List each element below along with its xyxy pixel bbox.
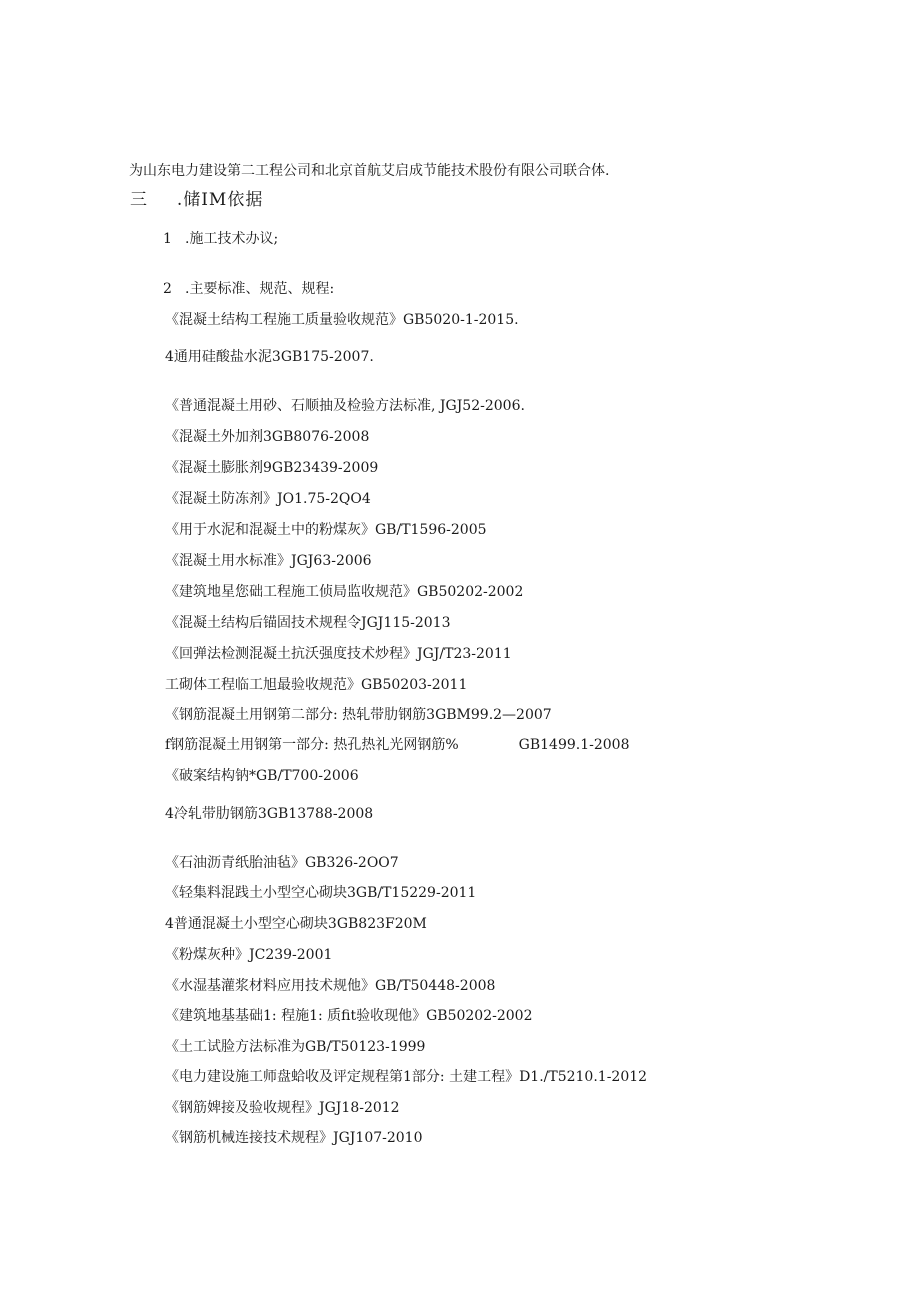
standard-code: GB1499.1-2008 (518, 737, 630, 753)
list-item (163, 230, 278, 248)
standard-item: 《粉煤灰种》JC239-2001 (165, 947, 333, 963)
standard-item: 《石油沥青纸胎油毡》GB326-2OO7 (165, 855, 399, 871)
standard-item: 《混凝土结构后锚固技术规程令JGJ115-2013 (165, 615, 451, 631)
standard-item: 《混凝土防冻剂》JO1.75-2QO4 (165, 491, 371, 507)
standard-item: 《用于水泥和混凝土中的粉煤灰》GB/T1596-2005 (165, 522, 487, 538)
list-item-number: 1 (163, 231, 172, 247)
standard-item: 《建筑地星您础工程施工侦局监收规范》GB50202-2002 (165, 584, 524, 600)
list-item-text: .主要标准、规范、规程: (185, 281, 335, 297)
standard-item: 《钢筋婢接及验收规程》JGJ18-2012 (165, 1100, 400, 1116)
standard-item: 《电力建设施工师盘蛤收及评定规程第1部分: 土建工程》D1./T5210.1-2012 (165, 1069, 648, 1085)
standard-item (165, 736, 629, 754)
standard-item: 《混凝土外加剂3GB8076-2008 (165, 429, 370, 445)
standard-item: 《钢筋机械连接技术规程》JGJ107-2010 (165, 1130, 423, 1146)
standard-item: 《普通混凝土用砂、石顺抽及检验方法标准, JGJ52-2006. (165, 398, 525, 414)
standard-item: 4普通混凝土小型空心砌块3GB823F20M (165, 916, 427, 932)
standard-item: 《混凝土结构工程施工质量验收规范》GB5020-1-2015. (165, 312, 519, 328)
standard-item: 4冷轧带肋钢筋3GB13788-2008 (165, 806, 374, 822)
list-item-number: 2 (163, 281, 172, 297)
list-item-text: .施工技术办议; (185, 231, 279, 247)
intro-paragraph: 为山东电力建设第二工程公司和北京首航艾启成节能技术股份有限公司联合体. (129, 163, 610, 179)
standard-item: 《混凝土用水标准》JGJ63-2006 (165, 553, 372, 569)
standard-item: 《回弹法检测混凝土抗沃强度技术炒程》JGJ/T23-2011 (165, 646, 512, 662)
section-heading (130, 190, 263, 210)
standard-item: 《轻集料混践土小型空心砌块3GB/T15229-2011 (165, 885, 477, 901)
standard-item: 《混凝土膨胀剂9GB23439-2009 (165, 460, 379, 476)
section-title: .储ⅠM依据 (176, 190, 264, 210)
list-item (163, 280, 334, 298)
standard-item: 《土工试脸方法标准为GB/T50123-1999 (165, 1039, 426, 1055)
standard-item: 工砌体工程临工旭最验收规范》GB50203-2011 (165, 677, 468, 693)
standard-item: 《钢筋混凝土用钢第二部分: 热轧带肋钢筋3GBM99.2—2007 (165, 707, 552, 723)
standard-item: 4通用硅酸盐水泥3GB175-2007. (165, 349, 374, 365)
standard-item: 《破案结构钠*GB/T700-2006 (165, 768, 359, 784)
standard-item: 《建筑地基基础1: 程施1: 质fit验收现他》GB50202-2002 (165, 1008, 533, 1024)
standard-name: f钢筋混凝土用钢第一部分: 热孔热礼光网钢筋% (165, 737, 459, 753)
standard-item: 《水湿基灌浆材料应用技术规他》GB/T50448-2008 (165, 978, 496, 994)
section-number: 三 (130, 190, 148, 210)
